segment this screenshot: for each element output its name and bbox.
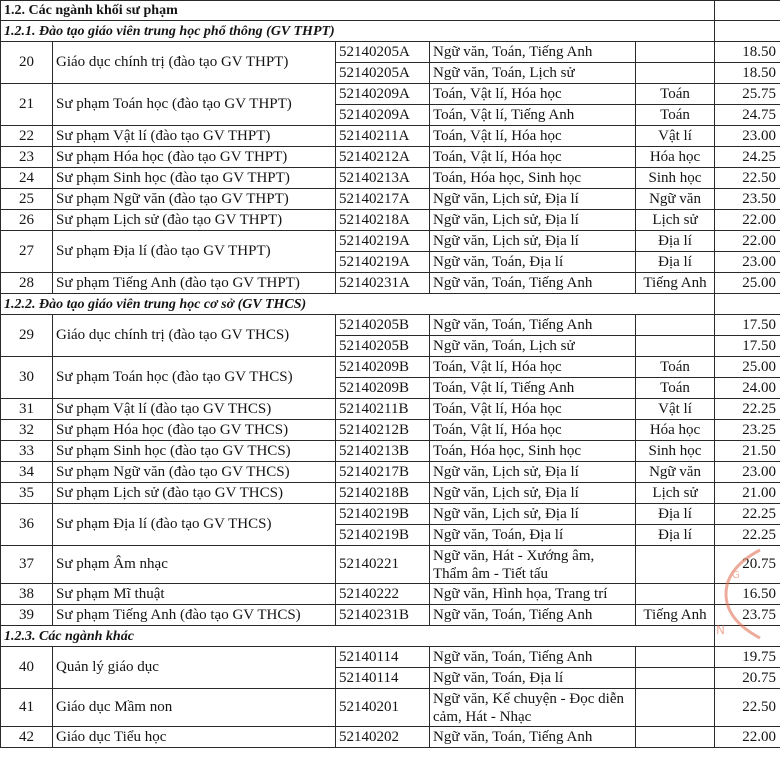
section-title: 1.2. Các ngành khối sư phạm [1, 1, 715, 21]
major-name: Sư phạm Tiếng Anh (đào tạo GV THCS) [53, 605, 336, 626]
weighted-subject: Lịch sử [636, 210, 715, 231]
group-blank [715, 626, 780, 647]
row-number: 38 [1, 584, 53, 605]
subject-combination: Toán, Vật lí, Hóa học [430, 126, 636, 147]
major-name: Sư phạm Sinh học (đào tạo GV THPT) [53, 168, 336, 189]
table-row [1, 231, 780, 252]
major-code: 52140211B [336, 399, 430, 420]
cutoff-score: 24.75 [715, 105, 780, 126]
cutoff-score: 22.25 [715, 399, 780, 420]
weighted-subject [636, 546, 715, 584]
major-code: 52140114 [336, 647, 430, 668]
table-row [1, 399, 780, 420]
weighted-subject: Toán [636, 84, 715, 105]
weighted-subject [636, 647, 715, 668]
major-code: 52140209B [336, 378, 430, 399]
row-number: 27 [1, 231, 53, 273]
section-row [1, 1, 780, 21]
cutoff-score: 16.50 [715, 584, 780, 605]
subject-combination: Ngữ văn, Lịch sử, Địa lí [430, 504, 636, 525]
group-title: 1.2.3. Các ngành khác [1, 626, 715, 647]
weighted-subject: Ngữ văn [636, 462, 715, 483]
major-name: Sư phạm Vật lí (đào tạo GV THCS) [53, 399, 336, 420]
cutoff-score: 25.75 [715, 84, 780, 105]
major-name: Sư phạm Mĩ thuật [53, 584, 336, 605]
row-number: 30 [1, 357, 53, 399]
weighted-subject [636, 63, 715, 84]
subject-combination: Ngữ văn, Toán, Địa lí [430, 252, 636, 273]
table-row [1, 42, 780, 63]
weighted-subject: Vật lí [636, 399, 715, 420]
weighted-subject [636, 668, 715, 689]
group-row [1, 21, 780, 42]
major-name: Sư phạm Hóa học (đào tạo GV THCS) [53, 420, 336, 441]
subject-combination: Ngữ văn, Lịch sử, Địa lí [430, 189, 636, 210]
group-row [1, 294, 780, 315]
major-name: Quản lý giáo dục [53, 647, 336, 689]
subject-combination: Toán, Vật lí, Hóa học [430, 420, 636, 441]
weighted-subject: Hóa học [636, 420, 715, 441]
subject-combination: Toán, Vật lí, Tiếng Anh [430, 378, 636, 399]
major-name: Sư phạm Lịch sử (đào tạo GV THCS) [53, 483, 336, 504]
subject-combination: Toán, Vật lí, Hóa học [430, 399, 636, 420]
subject-combination: Ngữ văn, Lịch sử, Địa lí [430, 231, 636, 252]
cutoff-score: 24.00 [715, 378, 780, 399]
cutoff-score: 25.00 [715, 357, 780, 378]
table-row [1, 420, 780, 441]
cutoff-score: 23.00 [715, 126, 780, 147]
subject-combination: Ngữ văn, Toán, Lịch sử [430, 63, 636, 84]
weighted-subject: Toán [636, 105, 715, 126]
table-row [1, 504, 780, 525]
major-name: Sư phạm Địa lí (đào tạo GV THPT) [53, 231, 336, 273]
major-name: Sư phạm Sinh học (đào tạo GV THCS) [53, 441, 336, 462]
weighted-subject [636, 42, 715, 63]
cutoff-score: 17.50 [715, 315, 780, 336]
cutoff-score: 17.50 [715, 336, 780, 357]
cutoff-score: 23.75 [715, 605, 780, 626]
subject-combination: Ngữ văn, Lịch sử, Địa lí [430, 483, 636, 504]
subject-combination: Toán, Vật lí, Hóa học [430, 357, 636, 378]
row-number: 40 [1, 647, 53, 689]
subject-combination: Ngữ văn, Toán, Tiếng Anh [430, 42, 636, 63]
cutoff-score: 23.00 [715, 252, 780, 273]
major-code: 52140205B [336, 315, 430, 336]
weighted-subject [636, 315, 715, 336]
cutoff-score: 23.50 [715, 189, 780, 210]
row-number: 24 [1, 168, 53, 189]
table-row [1, 584, 780, 605]
table-row [1, 147, 780, 168]
major-code: 52140205B [336, 336, 430, 357]
weighted-subject: Toán [636, 378, 715, 399]
table-row [1, 647, 780, 668]
cutoff-score: 22.25 [715, 504, 780, 525]
weighted-subject [636, 584, 715, 605]
major-code: 52140212A [336, 147, 430, 168]
major-code: 52140221 [336, 546, 430, 584]
subject-combination: Toán, Hóa học, Sinh học [430, 168, 636, 189]
subject-combination: Ngữ văn, Toán, Tiếng Anh [430, 727, 636, 748]
row-number: 23 [1, 147, 53, 168]
major-code: 52140219B [336, 525, 430, 546]
cutoff-score: 22.00 [715, 727, 780, 748]
major-code: 52140201 [336, 689, 430, 727]
subject-combination: Ngữ văn, Toán, Địa lí [430, 525, 636, 546]
major-code: 52140114 [336, 668, 430, 689]
weighted-subject: Tiếng Anh [636, 273, 715, 294]
weighted-subject: Ngữ văn [636, 189, 715, 210]
cutoff-score: 20.75 [715, 668, 780, 689]
table-row [1, 483, 780, 504]
cutoff-score: 22.00 [715, 231, 780, 252]
major-name: Giáo dục chính trị (đào tạo GV THPT) [53, 42, 336, 84]
cutoff-score: 21.00 [715, 483, 780, 504]
table-row [1, 462, 780, 483]
subject-combination: Ngữ văn, Hát - Xướng âm, Thẩm âm - Tiết tấu [430, 546, 636, 584]
major-code: 52140219B [336, 504, 430, 525]
major-name: Sư phạm Ngữ văn (đào tạo GV THCS) [53, 462, 336, 483]
subject-combination: Ngữ văn, Toán, Tiếng Anh [430, 647, 636, 668]
major-name: Sư phạm Hóa học (đào tạo GV THPT) [53, 147, 336, 168]
major-code: 52140222 [336, 584, 430, 605]
major-code: 52140219A [336, 231, 430, 252]
table-row [1, 84, 780, 105]
weighted-subject [636, 689, 715, 727]
major-code: 52140205A [336, 42, 430, 63]
major-name: Sư phạm Vật lí (đào tạo GV THPT) [53, 126, 336, 147]
major-name: Sư phạm Âm nhạc [53, 546, 336, 584]
table-row [1, 168, 780, 189]
weighted-subject: Địa lí [636, 231, 715, 252]
major-code: 52140213B [336, 441, 430, 462]
major-code: 52140231A [336, 273, 430, 294]
major-code: 52140209B [336, 357, 430, 378]
major-name: Sư phạm Ngữ văn (đào tạo GV THPT) [53, 189, 336, 210]
group-title: 1.2.2. Đào tạo giáo viên trung học cơ sở (GV THCS) [1, 294, 715, 315]
cutoff-score: 21.50 [715, 441, 780, 462]
weighted-subject: Hóa học [636, 147, 715, 168]
table-row [1, 126, 780, 147]
row-number: 29 [1, 315, 53, 357]
cutoff-score: 24.25 [715, 147, 780, 168]
subject-combination: Toán, Hóa học, Sinh học [430, 441, 636, 462]
row-number: 34 [1, 462, 53, 483]
svg-text:N: N [716, 623, 725, 637]
svg-text:G: G [732, 570, 740, 581]
cutoff-score: 25.00 [715, 273, 780, 294]
major-code: 52140202 [336, 727, 430, 748]
major-name: Sư phạm Toán học (đào tạo GV THPT) [53, 84, 336, 126]
row-number: 31 [1, 399, 53, 420]
table-row [1, 546, 780, 584]
row-number: 20 [1, 42, 53, 84]
major-code: 52140218A [336, 210, 430, 231]
row-number: 37 [1, 546, 53, 584]
major-code: 52140231B [336, 605, 430, 626]
row-number: 25 [1, 189, 53, 210]
row-number: 42 [1, 727, 53, 748]
weighted-subject: Sinh học [636, 441, 715, 462]
table-row [1, 605, 780, 626]
row-number: 28 [1, 273, 53, 294]
table-row [1, 315, 780, 336]
row-number: 35 [1, 483, 53, 504]
subject-combination: Toán, Vật lí, Hóa học [430, 84, 636, 105]
subject-combination: Ngữ văn, Toán, Tiếng Anh [430, 315, 636, 336]
cutoff-score: 18.50 [715, 63, 780, 84]
row-number: 39 [1, 605, 53, 626]
section-blank [715, 1, 780, 21]
major-name: Sư phạm Lịch sử (đào tạo GV THPT) [53, 210, 336, 231]
subject-combination: Ngữ văn, Toán, Tiếng Anh [430, 605, 636, 626]
row-number: 32 [1, 420, 53, 441]
major-code: 52140209A [336, 84, 430, 105]
weighted-subject: Sinh học [636, 168, 715, 189]
major-code: 52140212B [336, 420, 430, 441]
weighted-subject [636, 727, 715, 748]
weighted-subject: Tiếng Anh [636, 605, 715, 626]
table-row [1, 273, 780, 294]
row-number: 33 [1, 441, 53, 462]
table-row [1, 689, 780, 727]
group-title: 1.2.1. Đào tạo giáo viên trung học phổ thông (GV THPT) [1, 21, 715, 42]
cutoff-score: 22.00 [715, 210, 780, 231]
subject-combination: Ngữ văn, Kể chuyện - Đọc diễn cảm, Hát - Nhạc [430, 689, 636, 727]
major-code: 52140217B [336, 462, 430, 483]
subject-combination: Ngữ văn, Toán, Tiếng Anh [430, 273, 636, 294]
subject-combination: Ngữ văn, Hình họa, Trang trí [430, 584, 636, 605]
cutoff-score: 18.50 [715, 42, 780, 63]
weighted-subject: Địa lí [636, 525, 715, 546]
major-code: 52140205A [336, 63, 430, 84]
major-name: Sư phạm Toán học (đào tạo GV THCS) [53, 357, 336, 399]
row-number: 26 [1, 210, 53, 231]
row-number: 36 [1, 504, 53, 546]
cutoff-score: 19.75 [715, 647, 780, 668]
weighted-subject: Toán [636, 357, 715, 378]
major-name: Giáo dục chính trị (đào tạo GV THCS) [53, 315, 336, 357]
weighted-subject [636, 336, 715, 357]
major-name: Giáo dục Tiểu học [53, 727, 336, 748]
cutoff-score: 23.00 [715, 462, 780, 483]
cutoff-score: 20.75 [715, 546, 780, 584]
cutoff-score: 22.50 [715, 689, 780, 727]
weighted-subject: Vật lí [636, 126, 715, 147]
subject-combination: Ngữ văn, Lịch sử, Địa lí [430, 210, 636, 231]
subject-combination: Ngữ văn, Lịch sử, Địa lí [430, 462, 636, 483]
weighted-subject: Địa lí [636, 504, 715, 525]
cutoff-score: 22.50 [715, 168, 780, 189]
group-blank [715, 294, 780, 315]
weighted-subject: Lịch sử [636, 483, 715, 504]
row-number: 21 [1, 84, 53, 126]
major-code: 52140209A [336, 105, 430, 126]
weighted-subject: Địa lí [636, 252, 715, 273]
subject-combination: Ngữ văn, Toán, Địa lí [430, 668, 636, 689]
subject-combination: Toán, Vật lí, Hóa học [430, 147, 636, 168]
table-row [1, 441, 780, 462]
group-blank [715, 21, 780, 42]
major-code: 52140219A [336, 252, 430, 273]
major-name: Giáo dục Mầm non [53, 689, 336, 727]
major-code: 52140217A [336, 189, 430, 210]
subject-combination: Toán, Vật lí, Tiếng Anh [430, 105, 636, 126]
table-row [1, 210, 780, 231]
cutoff-score: 22.25 [715, 525, 780, 546]
row-number: 22 [1, 126, 53, 147]
row-number: 41 [1, 689, 53, 727]
major-code: 52140218B [336, 483, 430, 504]
major-code: 52140211A [336, 126, 430, 147]
major-name: Sư phạm Địa lí (đào tạo GV THCS) [53, 504, 336, 546]
table-row [1, 357, 780, 378]
subject-combination: Ngữ văn, Toán, Lịch sử [430, 336, 636, 357]
table-row [1, 189, 780, 210]
cutoff-score: 23.25 [715, 420, 780, 441]
major-code: 52140213A [336, 168, 430, 189]
group-row [1, 626, 780, 647]
table-row [1, 727, 780, 748]
major-name: Sư phạm Tiếng Anh (đào tạo GV THPT) [53, 273, 336, 294]
